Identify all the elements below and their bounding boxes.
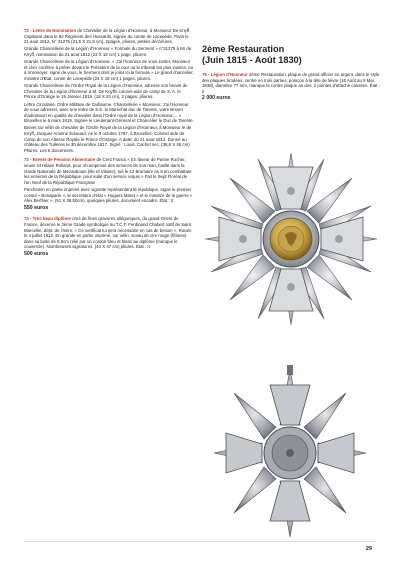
left-column: [24, 28, 194, 263]
footer-rule: [24, 541, 376, 542]
medal-front-image: [203, 150, 379, 328]
lot-text: Parchemin en partie imprimé avec vignette représentant la république, signé le premier consul « Bonaparte », le secrétaire d'état « Hugues Maret » et le ministre de la guerre « Alex Berthier », (51 X 38,50cm), quelques pliures, document encadré. État : II: [24, 187, 193, 204]
lot-72: [24, 28, 194, 153]
lot-text: de Chevalier de la Légion d'Honneur, à Monsieur De Knyff, Capitaine dans le 8e Régiment des Hussards, signée du comte de Lacepède. Paris le 21 aout 1812, N° 31275 (21,5 X 21,5 cm), 2pages, pliures, petites déchirures.: [24, 28, 191, 45]
section-title: [202, 44, 382, 66]
section-title-line: 2ème Restauration: [202, 44, 285, 54]
plaque-reverse-icon: [210, 355, 370, 545]
lot-title: 72 - Lettre de Nomination: [24, 28, 77, 33]
lot-title: 73 - Brevet de Pension Alimentaire: [24, 157, 96, 163]
section-title-line: (Juin 1815 - Août 1830): [202, 55, 302, 65]
lot-text: Grande Chancellerie de l'Ordre Royal de la Légion d'Honneur, adresse son brevet de Chevalier de la Légion d'honneur à M. De Knyffn colonel aide de camp de S. A. le Prince d'Orange le 19 Janvier 1818. (18 X 24 cm), 2 pages, pliures.: [24, 83, 188, 100]
lot-text: Grande Chancellerie de la Légion d'Honneur, « J'ai l'honneur de vous inviter, Monsieur et cher confrère à prêter devant le Président de la cour ou le tribunal les plus voisins, ou à m'envoyer, signé de vous, le Serment dont je joins ici la formule.» Le grand chancelier, ministre d'Etat, comte de Lacepède (24 X 18 cm) 1 pages, pliures.: [24, 59, 194, 81]
lot-74: [24, 216, 194, 257]
lot-75: [202, 72, 382, 102]
lot-text: de Cent Francs,« En faveur de Parine Rocher, veuve St Hilaire Rolland, pour récompense des services de son mari, fusillé dans la Garde Nationale de Mezaubouin (Ille et Vilaine), tué le 13 Brumaire an 8 en combattant les ennemis de la République, pour suite d'un service requis.» Fait le Sept Floréal de l'an Neuf de la République Française: [24, 157, 192, 185]
lot-price: 550 euros: [24, 204, 49, 211]
page-number: 29: [365, 546, 372, 552]
lot-73: [24, 157, 194, 211]
lot-text: orné de fines gravures allégoriques, du grand Orient de France, décerné le 3ème Grade symbolique au T.C.F. Ferdinand Chabert natif de Saint Marcellin, dépt. de l'Isère. « Ce certificat lui sera nécessaire en cas de besoin ». Rouen le 4 juillet 1812. En grande en partie imprimé, sur vélin, sceau de cire rouge (fêlures) dans sa boite de 5,5cm relié par un cordon bleu et blanc au diplôme (manque le couvercle). Nombreuses signatures. (40 X 47 cm) pliures. État : II: [24, 216, 192, 250]
lot-title: 74 - Très beau diplôme: [24, 216, 71, 222]
medal-back-image: [210, 355, 370, 545]
lot-text: Lettre Circulaire, Ordre Militaire de Guillaume. Chancellerie « Monsieur, J'ai l'Honneur de vous adresser, avec une lettre de S.E. le Maréchal duc de Tarente, votre Brevet d'admission en qualité de chevalier dans l'Ordre royal de la Légion d'Honneur,... » Bruxelles le 6 mars 1819. Signée le Lieutenant-Général et Chancelier le Duc de Tarente.: [24, 101, 194, 124]
lot-text: Brevet sur vélin de chevalier de l'Ordre Royal de la Légion d'Honneur, à Monsieur le de Knyff, Jacques Antoine Edouard, né le 9 octobre 1787, à Bruxelles, Colonel aide de Camp de son Altesse Royale le Prince d'Orange. A dater du 21 aout 1812. Donné au château des Tuileries le 30 décembre 1817. Signé : Louis. Cachet sec, (36,5 X 45 cm) Pliures. Les 6 documents.: [24, 125, 192, 153]
star-plaque-icon: [203, 150, 379, 328]
right-column: [202, 44, 382, 107]
lot-text: 2ème Restauration, plaque de grand officier en argent, dans le style des plaques brodées, centre en trois parties, poinçon à la tête de lièvre (16 Août au 9 Mai 1838), diamètre 77 mm, manque la contre plaque au dos, 2 pointes d'attache cassées. État : II: [202, 72, 380, 94]
lot-price: 500 euros: [24, 250, 49, 257]
lot-title: 75 - Légion d'Honneur: [202, 72, 248, 77]
lot-price: 2 000 euros: [202, 95, 231, 102]
lot-text: Grande Chancellerie de la Légion d'Honneur « Formule du Serment » n°31275 à Mr de Knyff, nomination du 21 aout 1812 (23 X 18 cm) 1 page, pliures.: [24, 46, 192, 57]
